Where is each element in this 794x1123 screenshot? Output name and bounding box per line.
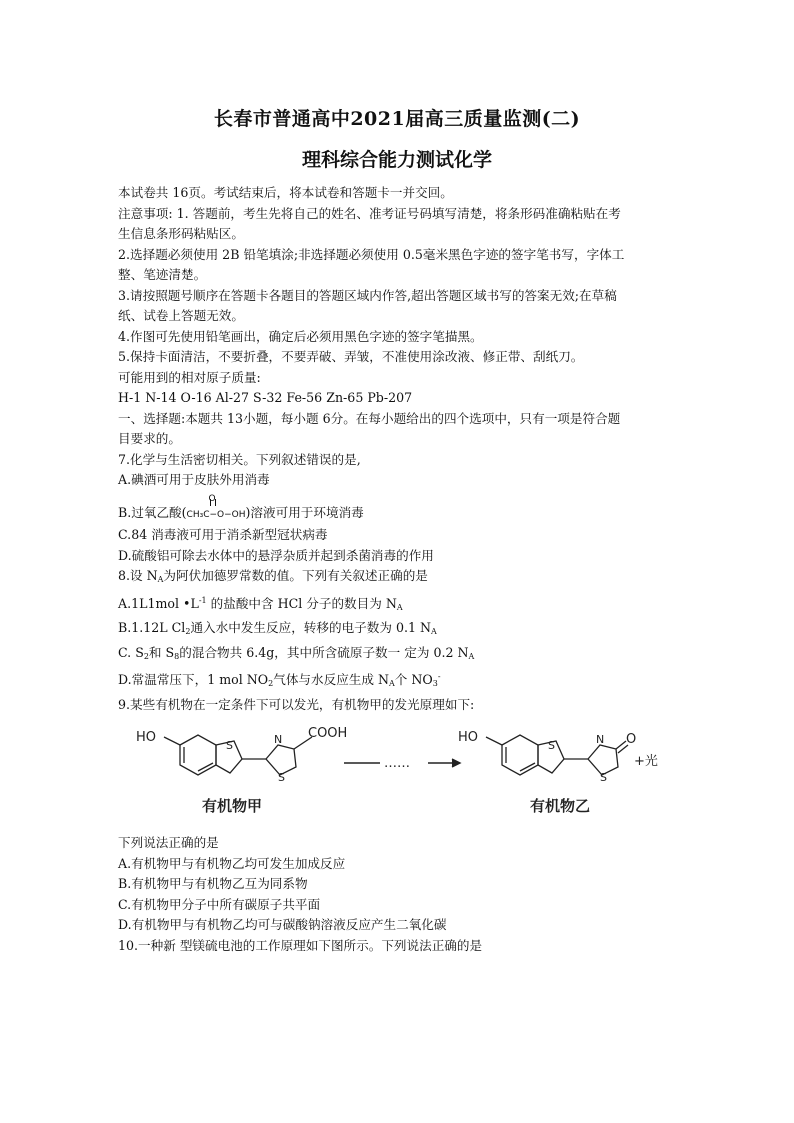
q8-text: B.1.12L Cl bbox=[118, 620, 186, 635]
benzene-ring-left bbox=[180, 735, 216, 775]
s-label-right-1: S bbox=[548, 739, 555, 752]
bond bbox=[164, 737, 180, 745]
exam-body bbox=[118, 183, 678, 956]
q8-option-a bbox=[118, 591, 678, 619]
ho-label-left: HO bbox=[136, 730, 157, 745]
q8-text: 个 NO bbox=[394, 672, 433, 687]
q8-text: 为阿伏加德罗常数的值。下列有关叙述正确的是 bbox=[163, 568, 428, 583]
s-label-left-2: S bbox=[278, 771, 285, 784]
q7-option-b bbox=[118, 493, 678, 526]
q8-sub: 2 bbox=[185, 627, 191, 636]
section-heading: 目要求的。 bbox=[118, 431, 181, 446]
q8-sub: 2 bbox=[268, 679, 274, 688]
q7-b-prefix: B.过氧乙酸( bbox=[118, 504, 187, 520]
q10-stem: 10.一种新 型镁硫电池的工作原理如下图所示。下列说法正确的是 bbox=[118, 937, 483, 953]
compound-a-label: 有机物甲 bbox=[202, 797, 263, 815]
q8-sup: -1 bbox=[198, 595, 207, 605]
luciferin-reaction-svg bbox=[118, 715, 678, 833]
s-label-left-1: S bbox=[226, 739, 233, 752]
q7-option-a: A.碘酒可用于皮肤外用消毒 bbox=[118, 472, 270, 487]
q7-option-c: C.84 消毒液可用于消杀新型冠状病毒 bbox=[118, 527, 328, 542]
bond bbox=[198, 763, 213, 771]
plus-light-label: +光 bbox=[634, 754, 658, 769]
q8-text: 通入水中发生反应，转移的电子数为 0.1 N bbox=[190, 620, 431, 635]
formula-carbonyl-o: O bbox=[208, 493, 216, 504]
exam-subtitle: 理科综合能力测试化学 bbox=[301, 149, 492, 171]
cooh-label: COOH bbox=[308, 726, 348, 741]
bond bbox=[520, 763, 535, 771]
notes-line: 本试卷共 16页。考试结束后，将本试卷和答题卡一并交回。 bbox=[118, 185, 453, 200]
q8-text: 气体与水反应生成 N bbox=[273, 672, 390, 687]
q8-text: 的盐酸中含 HCl 分子的数目为 N bbox=[206, 595, 397, 611]
benzene-ring-right bbox=[502, 735, 538, 775]
q7-option-d: D.硫酸铝可除去水体中的悬浮杂质并起到杀菌消毒的作用 bbox=[118, 547, 434, 563]
q8-text: 8.设 N bbox=[118, 568, 158, 583]
formula-text: CH₃C−O−OH bbox=[186, 509, 246, 520]
q8-option-d bbox=[118, 667, 678, 695]
notes-line: 整、笔迹清楚。 bbox=[118, 267, 207, 282]
q8-sub: A bbox=[468, 651, 475, 661]
q9-option-a: A.有机物甲与有机物乙均可发生加成反应 bbox=[118, 855, 346, 871]
section-heading: 一、选择题:本题共 13小题，每小题 6分。在每小题给出的四个选项中，只有一项是符合题 bbox=[118, 410, 621, 426]
q7-b-suffix: )溶液可用于环境消毒 bbox=[245, 504, 364, 520]
notes-line: 4.作图可先使用铅笔画出，确定后必须用黑色字迹的签字笔描黑。 bbox=[118, 328, 483, 344]
compound-b-label: 有机物乙 bbox=[530, 797, 591, 815]
notes-line: 注意事项: 1. 答题前，考生先将自己的姓名、准考证号码填写清楚，将条形码准确粘贴在考 bbox=[118, 205, 621, 221]
q9-question: 下列说法正确的是 bbox=[118, 835, 219, 850]
notes-line: 3.请按照题号顺序在答题卡各题目的答题区域内作答,超出答题区域书写的答案无效;在草稿 bbox=[118, 287, 617, 303]
exam-title: 长春市普通高中2021届高三质量监测(二) bbox=[213, 108, 581, 130]
formula-double-bond bbox=[210, 499, 216, 506]
s-label-right-2: S bbox=[600, 771, 607, 784]
notes-line: 可能用到的相对原子质量: bbox=[118, 369, 261, 385]
q9-option-b: B.有机物甲与有机物乙互为同系物 bbox=[118, 876, 308, 891]
arrow-dots: …… bbox=[384, 756, 410, 771]
ho-label-right: HO bbox=[458, 730, 479, 745]
q8-sub: 3 bbox=[432, 679, 438, 688]
q9-option-c: C.有机物甲分子中所有碳原子共平面 bbox=[118, 896, 321, 912]
q8-text: D.常温常压下，1 mol NO bbox=[118, 672, 269, 687]
q8-stem bbox=[118, 566, 678, 591]
notes-line: 2.选择题必须使用 2B 铅笔填涂;非选择题必须使用 0.5毫米黑色字迹的签字笔书写，字体工 bbox=[118, 246, 625, 262]
q9-option-d: D.有机物甲与有机物乙均可与碳酸钠溶液反应产生二氧化碳 bbox=[118, 917, 447, 932]
q8-sub: 2 bbox=[143, 651, 149, 661]
q8-sup: - bbox=[437, 672, 441, 681]
q8-option-c bbox=[118, 643, 678, 668]
n-label-right: N bbox=[596, 733, 605, 746]
atomic-masses: H-1 N-14 O-16 Al-27 S-32 Fe-56 Zn-65 Pb-207 bbox=[118, 390, 413, 405]
notes-line: 生信息条形码粘贴区。 bbox=[118, 226, 244, 241]
q8-sub: A bbox=[157, 575, 164, 584]
compound-b-structure bbox=[486, 735, 628, 775]
notes-line: 5.保持卡面清洁，不要折叠，不要弄破、弄皱，不准使用涂改液、修正带、刮纸刀。 bbox=[118, 349, 584, 364]
q8-sub: 8 bbox=[174, 651, 180, 661]
n-label-left: N bbox=[274, 733, 283, 746]
q8-sub: A bbox=[389, 679, 395, 688]
q9-stem: 9.某些有机物在一定条件下可以发光，有机物甲的发光原理如下: bbox=[118, 696, 475, 712]
q7-stem: 7.化学与生活密切相关。下列叙述错误的是, bbox=[118, 451, 361, 467]
q8-text: 和 S bbox=[148, 644, 175, 660]
reaction-diagram bbox=[118, 715, 678, 833]
q8-text: 的混合物共 6.4g，其中所含硫原子数一 定为 0.2 N bbox=[179, 644, 469, 660]
bond bbox=[486, 737, 502, 745]
notes-line: 纸、试卷上答题无效。 bbox=[118, 308, 244, 323]
q8-text: C. S bbox=[118, 644, 144, 660]
q8-option-b bbox=[118, 618, 678, 643]
q8-text: A.1L1mol •L bbox=[118, 595, 199, 611]
q8-sub: A bbox=[431, 627, 437, 636]
q8-sub: A bbox=[396, 602, 403, 612]
compound-a-structure bbox=[164, 735, 312, 775]
o-label-right: O bbox=[626, 732, 637, 747]
peracetic-acid-formula bbox=[186, 493, 246, 526]
